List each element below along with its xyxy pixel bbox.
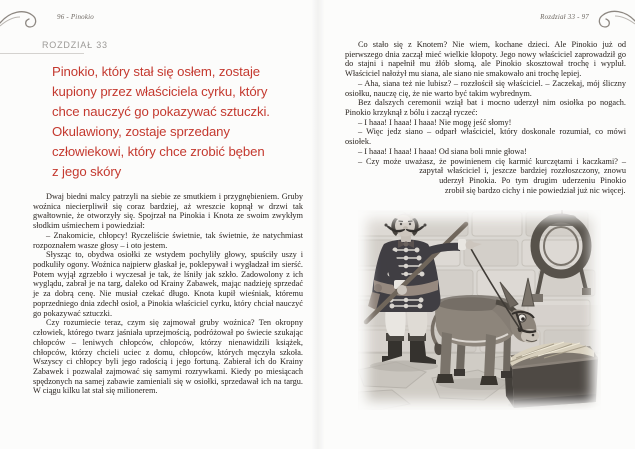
- paragraph: – Aha, siana też nie lubisz? – rozzłościł się właściciel. – Zaczekaj, mój śliczny osiołku, nauczę cię, że nie warto być takim wybrednym.: [345, 78, 626, 98]
- right-page-body: [345, 40, 626, 207]
- chapter-label: ROZDZIAŁ 33: [42, 40, 108, 50]
- paragraph: – Więc jedz siano – odparł właściciel, który doskonale rozumiał, co mówi osiołek.: [345, 127, 626, 147]
- chapter-title-line: Okulawiony, zostaje sprzedany: [52, 124, 230, 139]
- left-page-body: [33, 192, 303, 396]
- illustration-circus-owner-and-donkey: [358, 210, 601, 410]
- running-head-right: Rozdział 33 - 97: [540, 13, 589, 21]
- chapter-title: [52, 62, 277, 182]
- chapter-title-line: kupiony przez właściciela cyrku, który: [52, 84, 268, 99]
- paragraph: Czy rozumiecie teraz, czym się zajmował gruby woźnica? Ten okropny człowiek, którego twarz jaśniała uprzejmością, podróżował po świecie szukając chłopców – leniwych chłopców, chłopców, którzy nienawidzili książek, chłopców, którzy chcieli uciec z domu, chłopców, których męczyła szkoła. Wszyscy ci chłopcy byli jego radością i jego fortuną. Zabierał ich do Krainy Zabawek i pozwalał zajmować się samymi rozrywkami. Kiedy po miesiącach spędzonych na samej zabawie zamieniali się w osiołki, sprzedawał ich na targu. W ciągu kilku lat stał się milionerem.: [33, 318, 303, 396]
- paragraph: – I haaa! I haaa! I haaa! Od siana boli mnie głowa!: [358, 146, 527, 156]
- circus-owner-and-donkey-drawing: [358, 210, 601, 410]
- paragraph: Bez dalszych ceremonii wziął bat i mocno uderzył nim osiołka po nogach. Pinokio krzyknął z bólu i zaczął ryczeć:: [345, 98, 626, 118]
- paragraph: – Czy może uważasz, że powinienem cię karmić kurczętami i kaczkami? – zapytał właściciel i, jeszcze bardziej rozzłoszczony, znowu uderzył Pinokia. Po tym drugim uderzeniu Pinokio zrobił się bardzo cichy i nie powiedział już nic więcej.: [358, 156, 626, 195]
- paragraph: – Znakomicie, chłopcy! Ryczeliście świetnie, tak świetnie, że natychmiast rozpoznałem wasze głosy – i oto jestem.: [33, 230, 303, 250]
- running-head-left: 96 - Pinokio: [57, 13, 95, 21]
- paragraph: – I haaa! I haaa! I haaa! Nie mogę jeść słomy!: [358, 117, 512, 127]
- chapter-rule: [0, 53, 84, 54]
- paragraph: Dwaj biedni malcy patrzyli na siebie ze smutkiem i przygnębieniem. Gruby woźnica niecierpliwił się coraz bardziej, aż wreszcie kopnął w drzwi tak gwałtownie, że otworzyły się. Spojrzał na Pinokia i Knota ze swoim zwykłym słodkim uśmiechem i powiedział:: [33, 192, 303, 231]
- chapter-title-line: chce nauczyć go pokazywać sztuczki.: [52, 104, 270, 119]
- flourish-ornament-right: [591, 7, 635, 33]
- paragraph: Słysząc to, obydwa osiołki ze wstydem pochyliły głowy, spuściły uszy i podkuliły ogony. Woźnica najpierw głaskał je, poklepywał i wygładzał im sierść. Potem wyjął zgrzebło i wyczesał je tak, że lśniły jak szkło. Zadowolony z ich wyglądu, zabrał je na targ, daleko od Krainy Zabawek, mając nadzieję sprzedać je za dobrą cenę. Nie musiał czekać długo. Knota kupił wieśniak, któremu poprzedniego dnia zdechł osioł, a Pinokia właściciel cyrku, który chciał nauczyć go pokazywać sztuczki.: [33, 250, 303, 318]
- page-right: [318, 0, 635, 449]
- flourish-ornament-left: [0, 7, 46, 33]
- chapter-title-line: Pinokio, który stał się osłem, zostaje: [52, 64, 261, 79]
- paragraph: Co stało się z Knotem? Nie wiem, kochane dzieci. Ale Pinokio już od pierwszego dnia zaczął mieć wielkie kłopoty. Jego nowy właściciel zaprowadził go do stajni i napełnił mu żłób słomą, ale Pinokio skosztował trochę i wypluł. Właściciel nałożył mu siana, ale siano nie smakowało ani trochę lepiej.: [345, 40, 626, 79]
- chapter-title-line: człowiekowi, który chce zrobić bęben: [52, 144, 265, 159]
- page-left: [0, 0, 317, 449]
- page-gutter: [311, 0, 325, 449]
- chapter-title-line: z jego skóry: [52, 164, 122, 179]
